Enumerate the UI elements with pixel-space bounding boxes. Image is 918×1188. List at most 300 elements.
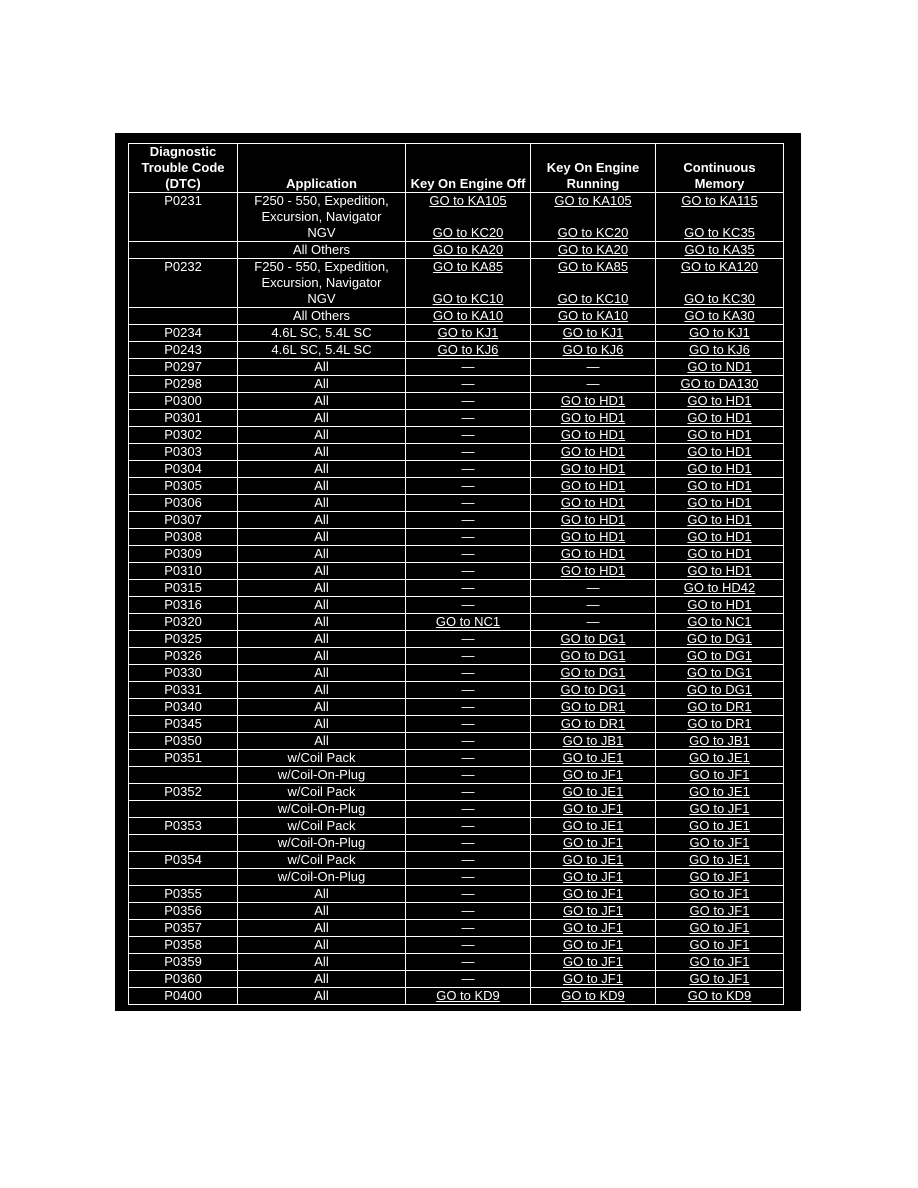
continuous-memory-text[interactable]: GO to JF1 [689, 903, 750, 918]
key-on-engine-running-text[interactable]: GO to HD1 [560, 444, 626, 459]
continuous-memory-text[interactable]: GO to KC30 [684, 291, 755, 306]
continuous-memory-text[interactable]: GO to HD42 [683, 580, 756, 595]
dtc-code-text: P0307 [164, 512, 202, 527]
application-text: All [314, 597, 329, 612]
key-on-engine-off [406, 614, 531, 631]
application [238, 410, 406, 427]
key-on-engine-off [406, 546, 531, 563]
table-row [129, 376, 784, 393]
key-on-engine-running-text[interactable]: GO to HD1 [560, 529, 626, 544]
dtc-code [129, 495, 238, 512]
dtc-code-text: P0325 [164, 631, 202, 646]
table-row [129, 733, 784, 750]
key-on-engine-off [406, 852, 531, 869]
application-text: w/Coil-On-Plug [277, 869, 366, 884]
key-on-engine-running [531, 242, 656, 259]
key-on-engine-running-text[interactable]: GO to HD1 [560, 393, 626, 408]
continuous-memory-text[interactable]: GO to HD1 [687, 529, 752, 544]
continuous-memory-text[interactable]: GO to HD1 [687, 444, 752, 459]
continuous-memory-text[interactable]: GO to JF1 [689, 869, 750, 884]
key-on-engine-running-text[interactable]: GO to DG1 [560, 682, 626, 697]
table-row [129, 954, 784, 971]
application-text: w/Coil Pack [287, 852, 356, 867]
key-on-engine-off [406, 242, 531, 259]
table-row [129, 427, 784, 444]
key-on-engine-running [531, 342, 656, 359]
continuous-memory-text[interactable]: GO to KA30 [684, 308, 755, 323]
application-text: 4.6L SC, 5.4L SC [271, 342, 372, 357]
dtc-code [129, 750, 238, 767]
key-on-engine-running-text[interactable]: GO to KD9 [561, 988, 625, 1003]
continuous-memory [656, 631, 784, 648]
continuous-memory-text[interactable]: GO to JE1 [689, 750, 750, 765]
key-on-engine-off-text: — [461, 716, 475, 731]
key-on-engine-off-text: — [461, 784, 475, 799]
key-on-engine-off-text: — [461, 359, 475, 374]
table-row [129, 193, 784, 242]
table-row [129, 563, 784, 580]
table-row [129, 495, 784, 512]
application-text: All [314, 512, 329, 527]
continuous-memory-text[interactable]: GO to HD1 [687, 495, 752, 510]
key-on-engine-running [531, 818, 656, 835]
key-on-engine-running-text[interactable]: GO to HD1 [560, 563, 626, 578]
key-on-engine-running-text[interactable]: GO to JF1 [563, 767, 623, 782]
key-on-engine-off [406, 937, 531, 954]
key-on-engine-off-text: — [461, 971, 475, 986]
key-on-engine-off-text: — [461, 954, 475, 969]
application [238, 648, 406, 665]
continuous-memory-text[interactable]: GO to KC35 [684, 225, 755, 240]
key-on-engine-off-text[interactable]: GO to KC10 [432, 291, 504, 306]
key-on-engine-running [531, 699, 656, 716]
key-on-engine-off-text: — [461, 580, 475, 595]
key-on-engine-running-text[interactable]: GO to HD1 [560, 546, 626, 561]
key-on-engine-running [531, 869, 656, 886]
application [238, 495, 406, 512]
key-on-engine-running-text[interactable]: GO to DG1 [560, 648, 626, 663]
application-text: All [314, 682, 329, 697]
dtc-code [129, 852, 238, 869]
continuous-memory-text[interactable]: GO to JF1 [689, 886, 750, 901]
dtc-code [129, 461, 238, 478]
continuous-memory [656, 461, 784, 478]
dtc-code-text: P0400 [164, 988, 202, 1003]
key-on-engine-running-text[interactable]: GO to JF1 [563, 971, 623, 986]
application [238, 563, 406, 580]
application-text: All [314, 410, 329, 425]
key-on-engine-running-text[interactable]: GO to JF1 [563, 903, 623, 918]
key-on-engine-running-text[interactable]: GO to JF1 [563, 954, 623, 969]
key-on-engine-running-text[interactable]: GO to HD1 [560, 478, 626, 493]
table-row [129, 920, 784, 937]
application [238, 852, 406, 869]
application-text: w/Coil-On-Plug [277, 835, 366, 850]
key-on-engine-running [531, 682, 656, 699]
dtc-code [129, 869, 238, 886]
application [238, 920, 406, 937]
dtc-code [129, 529, 238, 546]
application-text: F250 - 550, Expedition, Excursion, Navigator [254, 193, 389, 224]
continuous-memory-text[interactable]: GO to NC1 [687, 614, 752, 629]
continuous-memory-text[interactable]: GO to DG1 [686, 631, 753, 646]
application [238, 682, 406, 699]
key-on-engine-off [406, 597, 531, 614]
key-on-engine-off-text: — [461, 461, 475, 476]
dtc-code-text: P0351 [164, 750, 202, 765]
key-on-engine-running-text: — [586, 580, 600, 595]
application [238, 954, 406, 971]
continuous-memory-text[interactable]: GO to JF1 [689, 835, 750, 850]
key-on-engine-running [531, 495, 656, 512]
dtc-code-text: P0298 [164, 376, 202, 391]
continuous-memory-text[interactable]: GO to DA130 [680, 376, 759, 391]
key-on-engine-off-text: — [461, 529, 475, 544]
key-on-engine-running-text[interactable]: GO to JE1 [562, 818, 624, 833]
header-key-on-engine-running: Key On Engine Running [531, 144, 656, 193]
application-text: All [314, 495, 329, 510]
key-on-engine-running-text[interactable]: GO to HD1 [560, 461, 626, 476]
continuous-memory [656, 869, 784, 886]
continuous-memory [656, 259, 784, 308]
dtc-code-text: P0355 [164, 886, 202, 901]
continuous-memory [656, 835, 784, 852]
key-on-engine-running [531, 393, 656, 410]
continuous-memory [656, 325, 784, 342]
application [238, 801, 406, 818]
dtc-code-text: P0234 [164, 325, 202, 340]
table-row [129, 699, 784, 716]
continuous-memory [656, 580, 784, 597]
key-on-engine-off [406, 920, 531, 937]
key-on-engine-running-text[interactable]: GO to HD1 [560, 495, 626, 510]
key-on-engine-running-text[interactable]: GO to KJ6 [562, 342, 624, 357]
application [238, 699, 406, 716]
key-on-engine-running [531, 750, 656, 767]
key-on-engine-off-text[interactable]: GO to KA105 [429, 193, 507, 208]
application-text: All [314, 971, 329, 986]
dtc-code [129, 648, 238, 665]
key-on-engine-running [531, 665, 656, 682]
key-on-engine-off [406, 818, 531, 835]
table-row [129, 614, 784, 631]
key-on-engine-off-text: — [461, 444, 475, 459]
table-body [129, 193, 784, 1005]
application-text: All [314, 665, 329, 680]
key-on-engine-running-text[interactable]: GO to JF1 [563, 835, 623, 850]
key-on-engine-running [531, 580, 656, 597]
application-text: All Others [292, 242, 351, 257]
key-on-engine-off-text: — [461, 478, 475, 493]
key-on-engine-running-text[interactable]: GO to JF1 [563, 920, 623, 935]
continuous-memory-text[interactable]: GO to KJ1 [689, 325, 750, 340]
dtc-code [129, 427, 238, 444]
key-on-engine-off [406, 427, 531, 444]
table-row [129, 903, 784, 920]
application-text: All [314, 427, 329, 442]
key-on-engine-off-text: — [461, 546, 475, 561]
continuous-memory-text[interactable]: GO to DR1 [687, 699, 752, 714]
header-continuous-memory: Continuous Memory [656, 144, 784, 193]
continuous-memory-text[interactable]: GO to HD1 [687, 546, 752, 561]
dtc-code [129, 716, 238, 733]
dtc-code [129, 665, 238, 682]
continuous-memory [656, 699, 784, 716]
application [238, 580, 406, 597]
continuous-memory [656, 393, 784, 410]
key-on-engine-running [531, 733, 656, 750]
key-on-engine-running-text[interactable]: GO to JF1 [563, 937, 623, 952]
continuous-memory-text[interactable]: GO to ND1 [687, 359, 752, 374]
dtc-code [129, 325, 238, 342]
continuous-memory-text[interactable]: GO to KD9 [687, 988, 752, 1003]
application-text: NGV [307, 225, 336, 240]
continuous-memory-text[interactable]: GO to JF1 [689, 801, 750, 816]
key-on-engine-off [406, 495, 531, 512]
dtc-code-text: P0232 [164, 259, 202, 274]
application-text: All [314, 376, 329, 391]
continuous-memory [656, 529, 784, 546]
continuous-memory-text[interactable]: GO to JE1 [689, 818, 750, 833]
dtc-code-text: P0359 [164, 954, 202, 969]
key-on-engine-off-text[interactable]: GO to KA10 [432, 308, 504, 323]
key-on-engine-off [406, 342, 531, 359]
application-text: w/Coil-On-Plug [277, 801, 366, 816]
dtc-code [129, 393, 238, 410]
application-text: w/Coil Pack [287, 784, 356, 799]
dtc-code [129, 937, 238, 954]
key-on-engine-off-text[interactable]: GO to KC20 [432, 225, 504, 240]
dtc-code-text: P0360 [164, 971, 202, 986]
key-on-engine-running-text[interactable]: GO to KA10 [557, 308, 629, 323]
key-on-engine-off [406, 801, 531, 818]
continuous-memory [656, 716, 784, 733]
key-on-engine-off-text: — [461, 512, 475, 527]
key-on-engine-running-text[interactable]: GO to KA85 [557, 259, 629, 274]
key-on-engine-running-text[interactable]: GO to JE1 [562, 852, 624, 867]
continuous-memory-text[interactable]: GO to JE1 [689, 784, 750, 799]
dtc-code [129, 410, 238, 427]
dtc-code [129, 784, 238, 801]
key-on-engine-running-text[interactable]: GO to HD1 [560, 512, 626, 527]
continuous-memory-text[interactable]: GO to JF1 [689, 971, 750, 986]
continuous-memory-text[interactable]: GO to JB1 [689, 733, 750, 748]
continuous-memory-text[interactable]: GO to DG1 [686, 648, 753, 663]
dtc-code-text: P0345 [164, 716, 202, 731]
header-dtc: Diagnostic Trouble Code (DTC) [129, 144, 238, 193]
application [238, 393, 406, 410]
key-on-engine-off-text: — [461, 648, 475, 663]
table-row [129, 546, 784, 563]
key-on-engine-running [531, 852, 656, 869]
continuous-memory-text[interactable]: GO to HD1 [687, 597, 752, 612]
table-row [129, 937, 784, 954]
continuous-memory-text[interactable]: GO to JF1 [689, 920, 750, 935]
table-row [129, 259, 784, 308]
key-on-engine-running-text[interactable]: GO to JE1 [562, 784, 624, 799]
continuous-memory [656, 852, 784, 869]
dtc-code-text: P0310 [164, 563, 202, 578]
application-text: All [314, 359, 329, 374]
key-on-engine-running-text[interactable]: GO to DG1 [560, 631, 626, 646]
continuous-memory [656, 733, 784, 750]
dtc-code [129, 767, 238, 784]
continuous-memory-text[interactable]: GO to DR1 [687, 716, 752, 731]
key-on-engine-off-text[interactable]: GO to KA85 [432, 259, 504, 274]
key-on-engine-running [531, 835, 656, 852]
key-on-engine-running-text[interactable]: GO to KC20 [557, 225, 629, 240]
table-row [129, 835, 784, 852]
continuous-memory-text[interactable]: GO to JE1 [689, 852, 750, 867]
application [238, 988, 406, 1005]
table-row [129, 444, 784, 461]
application [238, 903, 406, 920]
application [238, 512, 406, 529]
key-on-engine-off [406, 733, 531, 750]
continuous-memory [656, 954, 784, 971]
continuous-memory-text[interactable]: GO to HD1 [687, 461, 752, 476]
dtc-code [129, 920, 238, 937]
continuous-memory [656, 886, 784, 903]
continuous-memory-text[interactable]: GO to DG1 [686, 682, 753, 697]
key-on-engine-running-text[interactable]: GO to DR1 [560, 699, 626, 714]
dtc-code [129, 631, 238, 648]
continuous-memory-text[interactable]: GO to JF1 [689, 767, 750, 782]
key-on-engine-running-text[interactable]: GO to HD1 [560, 427, 626, 442]
application [238, 242, 406, 259]
dtc-code-text: P0305 [164, 478, 202, 493]
application-text: All [314, 886, 329, 901]
table-row [129, 665, 784, 682]
key-on-engine-off-text: — [461, 699, 475, 714]
key-on-engine-running-text[interactable]: GO to JE1 [562, 750, 624, 765]
table-row [129, 597, 784, 614]
application [238, 716, 406, 733]
application [238, 461, 406, 478]
application [238, 614, 406, 631]
dtc-code-text: P0302 [164, 427, 202, 442]
application-text: All [314, 903, 329, 918]
continuous-memory-text[interactable]: GO to HD1 [687, 427, 752, 442]
dtc-code [129, 359, 238, 376]
key-on-engine-off-text[interactable]: GO to NC1 [435, 614, 501, 629]
key-on-engine-running-text[interactable]: GO to DR1 [560, 716, 626, 731]
key-on-engine-off-text[interactable]: GO to KA20 [432, 242, 504, 257]
key-on-engine-running [531, 308, 656, 325]
continuous-memory [656, 614, 784, 631]
table-panel [115, 133, 801, 1011]
key-on-engine-running-text[interactable]: GO to JB1 [562, 733, 624, 748]
continuous-memory-text[interactable]: GO to JF1 [689, 954, 750, 969]
continuous-memory [656, 903, 784, 920]
key-on-engine-running-text[interactable]: GO to KC10 [557, 291, 629, 306]
key-on-engine-running [531, 461, 656, 478]
key-on-engine-off [406, 648, 531, 665]
continuous-memory-text[interactable]: GO to KA115 [681, 193, 758, 208]
continuous-memory [656, 512, 784, 529]
continuous-memory [656, 818, 784, 835]
key-on-engine-running [531, 937, 656, 954]
continuous-memory-text[interactable]: GO to HD1 [687, 478, 752, 493]
dtc-code [129, 699, 238, 716]
application-text: All [314, 444, 329, 459]
key-on-engine-running-text[interactable]: GO to KA105 [554, 193, 632, 208]
table-row [129, 242, 784, 259]
key-on-engine-running [531, 988, 656, 1005]
dtc-code [129, 259, 238, 308]
key-on-engine-off [406, 716, 531, 733]
table-row [129, 682, 784, 699]
application [238, 342, 406, 359]
continuous-memory-text[interactable]: GO to HD1 [687, 563, 752, 578]
continuous-memory-text[interactable]: GO to JF1 [689, 937, 750, 952]
key-on-engine-running-text[interactable]: GO to JF1 [563, 886, 623, 901]
application-text: NGV [307, 291, 336, 306]
application-text: All [314, 614, 329, 629]
dtc-code-text: P0353 [164, 818, 202, 833]
key-on-engine-off-text: — [461, 801, 475, 816]
application-text: All [314, 546, 329, 561]
continuous-memory [656, 410, 784, 427]
application [238, 308, 406, 325]
dtc-code-text: P0357 [164, 920, 202, 935]
key-on-engine-off [406, 410, 531, 427]
continuous-memory [656, 750, 784, 767]
key-on-engine-running-text[interactable]: GO to DG1 [560, 665, 626, 680]
application-text: All Others [292, 308, 351, 323]
continuous-memory-text[interactable]: GO to HD1 [687, 393, 752, 408]
key-on-engine-off-text: — [461, 563, 475, 578]
key-on-engine-off [406, 359, 531, 376]
key-on-engine-off-text: — [461, 597, 475, 612]
table-row [129, 512, 784, 529]
dtc-code-text: P0243 [164, 342, 202, 357]
application-text: All [314, 699, 329, 714]
continuous-memory-text[interactable]: GO to HD1 [687, 410, 752, 425]
dtc-code-text: P0300 [164, 393, 202, 408]
application [238, 529, 406, 546]
key-on-engine-off-text: — [461, 937, 475, 952]
key-on-engine-off [406, 563, 531, 580]
key-on-engine-running-text[interactable]: GO to HD1 [560, 410, 626, 425]
key-on-engine-running-text[interactable]: GO to KJ1 [562, 325, 624, 340]
continuous-memory-text[interactable]: GO to HD1 [687, 512, 752, 527]
dtc-code [129, 563, 238, 580]
continuous-memory [656, 665, 784, 682]
dtc-code [129, 512, 238, 529]
continuous-memory-text[interactable]: GO to KA35 [684, 242, 755, 257]
key-on-engine-off-text[interactable]: GO to KJ6 [437, 342, 499, 357]
dtc-code-text: P0231 [164, 193, 202, 208]
key-on-engine-running-text[interactable]: GO to JF1 [563, 801, 623, 816]
continuous-memory-text[interactable]: GO to DG1 [686, 665, 753, 680]
key-on-engine-running-text[interactable]: GO to KA20 [557, 242, 629, 257]
continuous-memory [656, 359, 784, 376]
dtc-code [129, 954, 238, 971]
key-on-engine-off-text[interactable]: GO to KJ1 [437, 325, 499, 340]
continuous-memory [656, 971, 784, 988]
continuous-memory [656, 427, 784, 444]
table-row [129, 886, 784, 903]
key-on-engine-off [406, 444, 531, 461]
application [238, 478, 406, 495]
key-on-engine-off-text[interactable]: GO to KD9 [436, 988, 500, 1003]
key-on-engine-off [406, 193, 531, 242]
key-on-engine-running-text[interactable]: GO to JF1 [563, 869, 623, 884]
dtc-code [129, 682, 238, 699]
continuous-memory-text[interactable]: GO to KJ6 [689, 342, 750, 357]
continuous-memory-text[interactable]: GO to KA120 [680, 259, 759, 274]
